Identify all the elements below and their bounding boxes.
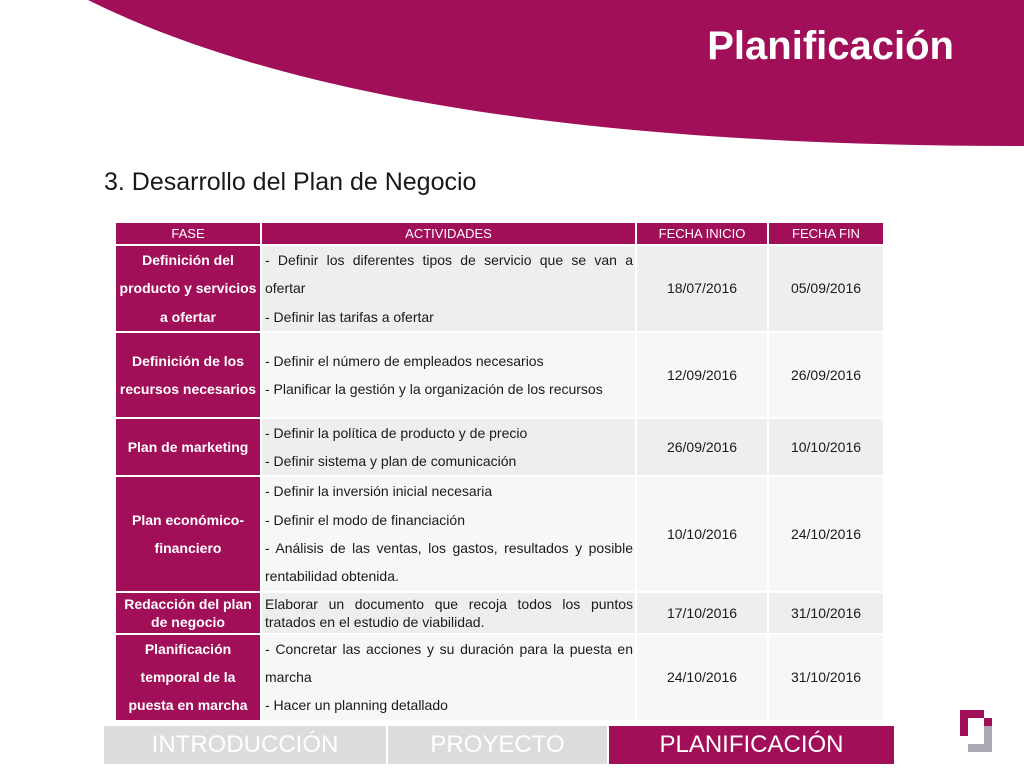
end-date-cell: 10/10/2016 — [768, 418, 884, 477]
activities-cell — [261, 634, 636, 721]
activity-item: - Planificar la gestión y la organización de los recursos — [265, 380, 603, 397]
page-title: Planificación — [707, 24, 954, 68]
section-nav — [102, 724, 896, 764]
table-row — [116, 245, 884, 332]
start-date-cell: 24/10/2016 — [636, 634, 768, 721]
nav-tab-planificacion[interactable]: PLANIFICACIÓN — [609, 726, 894, 764]
start-date-cell: 26/09/2016 — [636, 418, 768, 477]
activities-cell — [261, 332, 636, 418]
nav-tab-proyecto[interactable]: PROYECTO — [388, 726, 609, 764]
phase-cell: Definición del producto y servicios a ofertar — [116, 245, 261, 332]
activity-item: Elaborar un documento que recoja todos los puntos tratados en el estudio de viabilidad. — [265, 595, 633, 630]
phase-cell: Plan económico-financiero — [116, 476, 261, 591]
start-date-cell: 12/09/2016 — [636, 332, 768, 418]
activities-cell — [261, 476, 636, 591]
phase-cell: Definición de los recursos necesarios — [116, 332, 261, 418]
column-header-actividades: ACTIVIDADES — [261, 223, 636, 245]
planning-table — [116, 223, 885, 722]
brand-logo-icon — [954, 706, 998, 756]
end-date-cell: 31/10/2016 — [768, 634, 884, 721]
column-header-fase: FASE — [116, 223, 261, 245]
end-date-cell: 31/10/2016 — [768, 592, 884, 634]
activity-item: - Análisis de las ventas, los gastos, resultados y posible rentabilidad obtenida. — [265, 540, 633, 585]
nav-tab-introduccion[interactable]: INTRODUCCIÓN — [104, 726, 388, 764]
table-row — [116, 332, 884, 418]
activity-item: - Hacer un planning detallado — [265, 697, 448, 714]
phase-cell: Redacción del plan de negocio — [116, 592, 261, 634]
activity-item: - Definir los diferentes tipos de servicio que se van a ofertar — [265, 252, 633, 297]
column-header-fecha-fin: FECHA FIN — [768, 223, 884, 245]
table-row — [116, 418, 884, 477]
table-row — [116, 634, 884, 721]
header-banner — [0, 0, 1024, 150]
phase-cell: Plan de marketing — [116, 418, 261, 477]
start-date-cell: 10/10/2016 — [636, 476, 768, 591]
start-date-cell: 18/07/2016 — [636, 245, 768, 332]
activity-item: - Definir las tarifas a ofertar — [265, 308, 434, 325]
activity-item: - Concretar las acciones y su duración para la puesta en marcha — [265, 640, 633, 685]
column-header-fecha-inicio: FECHA INICIO — [636, 223, 768, 245]
activity-item: - Definir el número de empleados necesarios — [265, 352, 544, 369]
end-date-cell: 05/09/2016 — [768, 245, 884, 332]
activities-cell — [261, 245, 636, 332]
table-row — [116, 476, 884, 591]
activity-item: - Definir la inversión inicial necesaria — [265, 483, 493, 500]
end-date-cell: 24/10/2016 — [768, 476, 884, 591]
section-heading: 3. Desarrollo del Plan de Negocio — [104, 168, 477, 196]
table-header-row — [116, 223, 884, 245]
activity-item: - Definir la política de producto y de precio — [265, 424, 528, 441]
activity-item: - Definir el modo de financiación — [265, 511, 465, 528]
end-date-cell: 26/09/2016 — [768, 332, 884, 418]
activities-cell — [261, 592, 636, 634]
activities-cell — [261, 418, 636, 477]
start-date-cell: 17/10/2016 — [636, 592, 768, 634]
phase-cell: Planificación temporal de la puesta en marcha — [116, 634, 261, 721]
table-row — [116, 592, 884, 634]
activity-item: - Definir sistema y plan de comunicación — [265, 453, 517, 470]
